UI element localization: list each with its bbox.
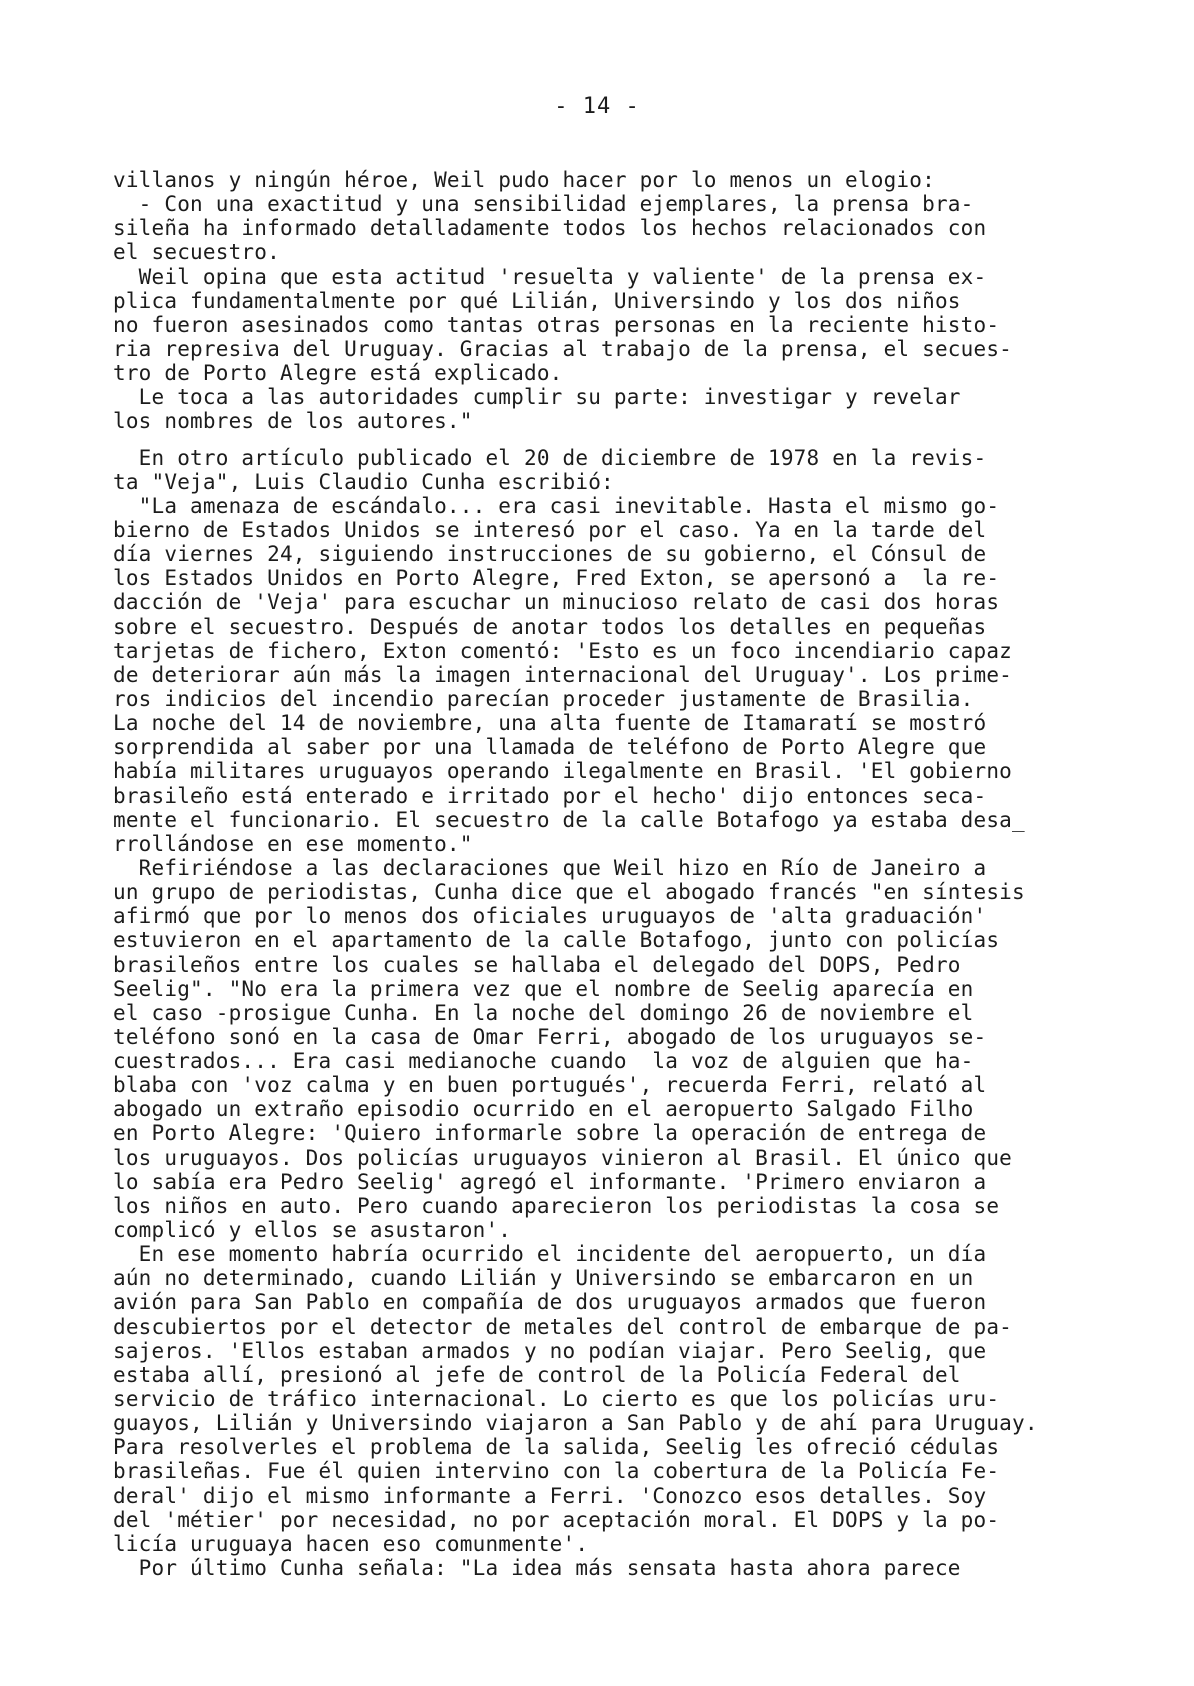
text-line: ta "Veja", Luis Claudio Cunha escribió:: [113, 469, 614, 494]
text-line: lo sabía era Pedro Seelig' agregó el informante. 'Primero enviaron a: [113, 1169, 987, 1194]
text-line: - Con una exactitud y una sensibilidad ejemplares, la prensa bra-: [113, 192, 974, 217]
text-line: de deteriorar aún más la imagen internacional del Uruguay'. Los prime-: [113, 662, 1013, 687]
text-line: Le toca a las autoridades cumplir su parte: investigar y revelar: [113, 385, 961, 410]
text-line: no fueron asesinados como tantas otras personas en la reciente histo-: [113, 312, 1000, 337]
paragraph-gap: [113, 434, 1113, 446]
text-line: En ese momento habría ocurrido el incidente del aeropuerto, un día: [113, 1242, 987, 1267]
text-line: licía uruguaya hacen eso comunmente'.: [113, 1531, 589, 1556]
text-line: un grupo de periodistas, Cunha dice que el abogado francés "en síntesis: [113, 880, 1025, 905]
text-line: brasileños entre los cuales se hallaba el delegado del DOPS, Pedro: [113, 952, 961, 977]
text-line: Seelig". "No era la primera vez que el nombre de Seelig aparecía en: [113, 976, 974, 1001]
text-line: los niños en auto. Pero cuando aparecieron los periodistas la cosa se: [113, 1193, 1000, 1218]
text-line: en Porto Alegre: 'Quiero informarle sobre la operación de entrega de: [113, 1121, 987, 1146]
text-line: los nombres de los autores.": [113, 409, 473, 434]
text-line: Weil opina que esta actitud 'resuelta y valiente' de la prensa ex-: [113, 264, 987, 289]
text-line: plica fundamentalmente por qué Lilián, Universindo y los dos niños: [113, 288, 961, 313]
text-line: rrollándose en ese momento.": [113, 831, 473, 856]
text-line: teléfono sonó en la casa de Omar Ferri, abogado de los uruguayos se-: [113, 1024, 987, 1049]
text-line: había militares uruguayos operando ilegalmente en Brasil. 'El gobierno: [113, 759, 1013, 784]
text-line: blaba con 'voz calma y en buen portugués', recuerda Ferri, relató al: [113, 1073, 987, 1098]
text-line: los uruguayos. Dos policías uruguayos vinieron al Brasil. El único que: [113, 1145, 1013, 1170]
text-line: los Estados Unidos en Porto Alegre, Fred Exton, se apersonó a la re-: [113, 566, 1000, 591]
text-line: aún no determinado, cuando Lilián y Universindo se embarcaron en un: [113, 1266, 974, 1291]
text-line: estaba allí, presionó al jefe de control de la Policía Federal del: [113, 1362, 961, 1387]
text-line: el caso -prosigue Cunha. En la noche del domingo 26 de noviembre el: [113, 1000, 974, 1025]
text-line: mente el funcionario. El secuestro de la calle Botafogo ya estaba desa_: [113, 807, 1025, 832]
text-line: ria represiva del Uruguay. Gracias al trabajo de la prensa, el secues-: [113, 336, 1013, 361]
text-line: villanos y ningún héroe, Weil pudo hacer por lo menos un elogio:: [113, 168, 935, 192]
text-line: servicio de tráfico internacional. Lo cierto es que los policías uru-: [113, 1387, 1000, 1412]
text-line: el secuestro.: [113, 240, 280, 265]
text-line: En otro artículo publicado el 20 de diciembre de 1978 en la revis-: [113, 445, 987, 470]
text-line: brasileñas. Fue él quien intervino con la cobertura de la Policía Fe-: [113, 1459, 1000, 1484]
text-line: deral' dijo el mismo informante a Ferri. 'Conozco esos detalles. Soy: [113, 1483, 987, 1508]
text-line: sorprendida al saber por una llamada de teléfono de Porto Alegre que: [113, 735, 987, 760]
text-line: tro de Porto Alegre está explicado.: [113, 361, 563, 386]
text-line: ros indicios del incendio parecían proceder justamente de Brasilia.: [113, 686, 974, 711]
body-text: [113, 168, 1113, 1580]
text-line: avión para San Pablo en compañía de dos uruguayos armados que fueron: [113, 1290, 987, 1315]
text-line: descubiertos por el detector de metales del control de embarque de pa-: [113, 1314, 1013, 1339]
text-line: La noche del 14 de noviembre, una alta fuente de Itamaratí se mostró: [113, 711, 987, 736]
text-line: abogado un extraño episodio ocurrido en el aeropuerto Salgado Filho: [113, 1097, 974, 1122]
text-line: sobre el secuestro. Después de anotar todos los detalles en pequeñas: [113, 614, 987, 639]
text-line: sileña ha informado detalladamente todos los hechos relacionados con: [113, 216, 987, 241]
text-line: "La amenaza de escándalo... era casi inevitable. Hasta el mismo go-: [113, 493, 1000, 518]
text-line: afirmó que por lo menos dos oficiales uruguayos de 'alta graduación': [113, 904, 987, 929]
text-line: guayos, Lilián y Universindo viajaron a San Pablo y de ahí para Uruguay.: [113, 1411, 1038, 1436]
text-line: del 'métier' por necesidad, no por aceptación moral. El DOPS y la po-: [113, 1507, 1000, 1532]
text-line: tarjetas de fichero, Exton comentó: 'Esto es un foco incendiario capaz: [113, 638, 1013, 663]
page-number: - 14 -: [554, 94, 640, 119]
text-line: día viernes 24, siguiendo instrucciones de su gobierno, el Cónsul de: [113, 542, 987, 567]
text-line: bierno de Estados Unidos se interesó por el caso. Ya en la tarde del: [113, 517, 987, 542]
text-line: Para resolverles el problema de la salida, Seelig les ofreció cédulas: [113, 1435, 1000, 1460]
text-line: sajeros. 'Ellos estaban armados y no podían viajar. Pero Seelig, que: [113, 1338, 987, 1363]
text-line: complicó y ellos se asustaron'.: [113, 1218, 512, 1243]
text-line: cuestrados... Era casi medianoche cuando la voz de alguien que ha-: [113, 1049, 974, 1074]
text-line: dacción de 'Veja' para escuchar un minucioso relato de casi dos horas: [113, 590, 1000, 615]
text-line: estuvieron en el apartamento de la calle Botafogo, junto con policías: [113, 928, 1000, 953]
text-line: Refiriéndose a las declaraciones que Weil hizo en Río de Janeiro a: [113, 855, 987, 880]
text-line: brasileño está enterado e irritado por el hecho' dijo entonces seca-: [113, 783, 987, 808]
text-line: Por último Cunha señala: "La idea más sensata hasta ahora parece: [113, 1556, 961, 1581]
